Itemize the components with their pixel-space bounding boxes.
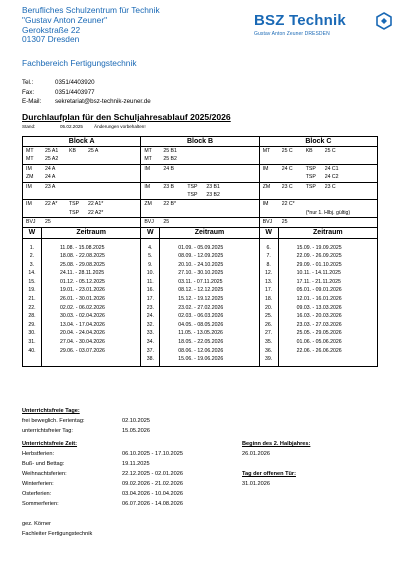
class-name: 25 [281, 219, 288, 226]
class-name: 25 A2 [45, 156, 59, 163]
class-group-cell [259, 182, 377, 200]
course-code: IM [26, 201, 32, 208]
course-code: BVJ [26, 219, 36, 226]
logo-subtitle: Gustav Anton Zeuner DRESDEN [254, 31, 330, 37]
week-number: 16. [146, 287, 154, 294]
period-range: 25.05. - 29.05.2026 [296, 330, 342, 337]
class-group-cell [141, 200, 259, 218]
week-number: 33. [146, 330, 154, 337]
class-name: 23 B [163, 183, 175, 190]
period-list [278, 238, 377, 366]
class-group-cell [141, 147, 259, 165]
course-code: IM [144, 183, 151, 190]
schedule-table [22, 136, 378, 367]
signature-role: Fachleiter Fertigungstechnik [22, 531, 93, 537]
class-group-cell [23, 164, 141, 182]
contact-block [22, 78, 151, 107]
holiday-date: 19.11.2025 [122, 461, 150, 467]
course-code: MT [144, 156, 152, 163]
class-name: 23 C [281, 183, 293, 190]
class-group-cell [23, 147, 141, 165]
class-name: 25 [163, 219, 170, 226]
week-number: 25. [265, 313, 273, 320]
bvj-cell [259, 218, 377, 227]
halbjahr-date: 26.01.2026 [242, 451, 270, 457]
period-range: 15.12. - 19.12.2025 [178, 296, 224, 303]
week-number: 11. [146, 278, 154, 285]
period-range: 29.09. - 01.10.2025 [296, 261, 342, 268]
period-range: 13.04. - 17.04.2026 [59, 321, 105, 328]
holiday-date: 09.02.2026 - 21.02.2026 [122, 481, 183, 487]
free-day-date: 15.05.2026 [122, 428, 150, 434]
period-range: 10.11. - 14.11.2025 [296, 270, 341, 277]
class-name: 24 C2 [324, 174, 339, 181]
logo-text: BSZ Technik [254, 12, 346, 29]
week-number: 32. [146, 321, 154, 328]
course-code: IM [144, 165, 151, 172]
class-group-cell [141, 164, 259, 182]
contact-email: E-Mail: sekretariat@bsz-technik-zeuner.de [22, 98, 151, 106]
period-range: 25.08. - 29.08.2025 [59, 261, 105, 268]
class-name: 22 A* [45, 201, 58, 208]
class-group-cell [259, 200, 377, 218]
week-number: 17. [265, 287, 273, 294]
class-name: 24 A [45, 165, 56, 172]
course-code: TSP [187, 191, 198, 198]
course-code: IM [262, 201, 269, 208]
period-list [160, 238, 259, 366]
week-number: 28. [28, 313, 36, 320]
course-code: TSP [305, 183, 316, 190]
week-number: 9. [148, 261, 153, 268]
class-name: 24 B [163, 165, 175, 172]
week-number: 12. [265, 270, 273, 277]
free-day-date: 02.10.2025 [122, 418, 150, 424]
course-code: TSP [187, 183, 198, 190]
course-code: MT [144, 148, 152, 154]
week-number: 31. [28, 339, 36, 346]
week-number: 39. [265, 356, 273, 363]
free-day-label: unterrichtsfreier Tag: [22, 428, 73, 434]
period-list [41, 238, 140, 366]
week-number: 40. [28, 347, 36, 354]
class-name: 22 B* [163, 201, 177, 208]
block-b-heading: Block B [141, 137, 259, 147]
signature-name: gez. Körner [22, 521, 51, 527]
period-range: 26.01. - 30.01.2026 [59, 296, 105, 303]
free-day-label: frei beweglich. Ferientag: [22, 418, 85, 424]
week-number: 13. [265, 278, 273, 285]
period-range: 19.01. - 23.01.2026 [59, 287, 105, 294]
week-number-list [23, 238, 42, 366]
class-name: 23 B1 [206, 183, 220, 190]
holiday-label: Herbstferien: [22, 451, 55, 457]
period-range: 23.03. - 27.03.2026 [296, 321, 342, 328]
class-name: 23 C [324, 183, 336, 190]
period-range: 27.04. - 30.04.2026 [59, 339, 105, 346]
class-group-cell [141, 182, 259, 200]
course-code: KB [69, 148, 76, 154]
period-range: 02.02. - 06.02.2026 [59, 304, 105, 311]
week-number: 19. [28, 287, 36, 294]
week-number: 3. [29, 261, 35, 268]
school-line: Berufliches Schulzentrum für Technik [22, 5, 160, 15]
week-number: 22. [28, 304, 36, 311]
period-range: 20.04. - 24.04.2026 [59, 330, 105, 337]
period-range: 24.11. - 28.11.2025 [59, 270, 105, 277]
class-name: 22 A1* [88, 201, 104, 208]
course-code: IM [26, 183, 32, 190]
period-column-header: Zeitraum [41, 227, 140, 238]
bvj-cell [141, 218, 259, 227]
period-range: 18.08. - 22.08.2025 [59, 253, 105, 260]
holiday-label: Winterferien: [22, 481, 54, 487]
week-column-header: W [259, 227, 278, 238]
week-number: 26. [265, 321, 273, 328]
page-title: Durchlaufplan für den Schuljahresablauf 2025/2026 [22, 112, 231, 122]
bsz-logo [242, 10, 392, 42]
class-name: 22 A2* [88, 209, 104, 216]
halbjahr-heading: Beginn des 2. Halbjahres: [242, 441, 311, 447]
holiday-label: Osterferien: [22, 491, 52, 497]
period-range: 15.06. - 19.06.2026 [178, 356, 224, 363]
period-range: 04.05. - 08.05.2026 [178, 321, 224, 328]
class-name: 25 C [324, 148, 336, 154]
period-range: 01.06. - 05.06.2026 [296, 339, 342, 346]
week-number-list [141, 238, 160, 366]
class-name: 25 A1 [45, 148, 59, 154]
class-name: 25 C [281, 148, 293, 154]
week-number: 7. [266, 253, 271, 260]
week-column-header: W [23, 227, 42, 238]
course-code: ZM [262, 183, 271, 190]
school-line: Gerokstraße 22 [22, 24, 81, 35]
period-range: 08.06. - 12.06.2026 [178, 347, 224, 354]
class-name: 25 B2 [163, 156, 177, 163]
period-range: 18.05. - 22.05.2026 [178, 339, 224, 346]
week-number: 37. [146, 347, 154, 354]
school-line: 01307 Dresden [22, 34, 80, 45]
period-range: 01.12. - 05.12.2025 [59, 278, 105, 285]
week-number: 15. [28, 278, 36, 285]
week-number: 5. [148, 253, 153, 260]
contact-phone: Tel.: 0351/4403920 [22, 79, 95, 86]
holiday-date: 22.12.2025 - 02.01.2026 [122, 471, 183, 477]
holiday-label: Weihnachtsferien: [22, 471, 67, 477]
week-number: 29. [28, 321, 36, 328]
period-range: 27.10. - 30.10.2025 [178, 270, 224, 277]
week-number: 8. [266, 261, 271, 268]
course-code: IM [262, 165, 269, 172]
period-range: 11.05. - 13.05.2026 [178, 330, 223, 337]
week-number: 21. [28, 296, 36, 303]
class-name: 23 B2 [206, 191, 220, 198]
week-number: 14. [28, 270, 36, 277]
week-number: 6. [266, 244, 271, 251]
period-range: 20.10. - 24.10.2025 [178, 261, 224, 268]
class-name: 23 A [45, 183, 56, 190]
week-number: 38. [146, 356, 154, 363]
course-code: BVJ [262, 219, 273, 226]
week-number: 24. [146, 313, 154, 320]
course-code: TSP [305, 174, 316, 181]
period-range: 01.09. - 05.09.2025 [178, 244, 224, 251]
class-name: 24 C [281, 165, 293, 172]
unterrichtsfreie-tage-heading: Unterrichtsfreie Tage: [22, 408, 80, 414]
period-range: 03.11. - 07.11.2025 [178, 278, 223, 285]
period-range: 08.09. - 12.09.2025 [178, 253, 224, 260]
course-code: (*nur 1. Hlbj. gültig) [305, 209, 351, 216]
unterrichtsfreie-zeit-heading: Unterrichtsfreie Zeit: [22, 441, 78, 447]
holiday-date: 03.04.2026 - 10.04.2026 [122, 491, 183, 497]
week-number: 10. [146, 270, 154, 277]
period-range: 09.03. - 13.03.2026 [296, 304, 342, 311]
period-column-header: Zeitraum [160, 227, 259, 238]
class-name: 24 A [45, 174, 56, 181]
week-number: 23. [146, 304, 154, 311]
class-name: 25 B1 [163, 148, 177, 154]
class-name: 22 C* [281, 201, 295, 208]
course-code: TSP [69, 209, 80, 216]
week-number: 27. [265, 330, 273, 337]
period-range: 16.03. - 20.03.2026 [296, 313, 342, 320]
stand-line: Stand: 05.02.2025 Änderungen vorbehalten! [22, 124, 146, 129]
week-number: 35. [265, 339, 273, 346]
contact-fax: Fax: 0351/4403977 [22, 88, 95, 96]
course-code: TSP [69, 201, 80, 208]
course-code: BVJ [144, 219, 154, 226]
course-code: MT [262, 148, 271, 154]
department-name: Fachbereich Fertigungstechnik [22, 58, 137, 68]
course-code: ZM [26, 174, 34, 181]
week-number: 36. [265, 347, 273, 354]
course-code: ZM [144, 201, 152, 208]
period-range: 22.06. - 26.06.2026 [296, 347, 342, 354]
bvj-cell [23, 218, 141, 227]
week-number: 18. [265, 296, 273, 303]
school-line: "Gustav Anton Zeuner" [22, 14, 108, 25]
period-range: 08.12. - 12.12.2025 [178, 287, 224, 294]
block-c-heading: Block C [259, 137, 377, 147]
week-number: 1. [29, 244, 35, 251]
week-number: 20. [265, 304, 273, 311]
class-name: 25 A [88, 148, 99, 154]
period-range: 30.03. - 02.04.2026 [59, 313, 105, 320]
block-a-heading: Block A [23, 137, 141, 147]
period-range: 23.02. - 27.02.2026 [178, 304, 224, 311]
class-group-cell [259, 164, 377, 182]
course-code: KB [305, 148, 313, 154]
period-range: 12.01. - 16.01.2026 [296, 296, 342, 303]
week-number: 34. [146, 339, 154, 346]
logo-mark-icon [376, 12, 392, 30]
week-column-header: W [141, 227, 160, 238]
holiday-date: 06.07.2026 - 14.08.2026 [122, 501, 183, 507]
period-column-header: Zeitraum [278, 227, 377, 238]
week-number: 2. [29, 253, 35, 260]
offene-tuer-heading: Tag der offenen Tür: [242, 471, 296, 477]
offene-tuer-date: 31.01.2026 [242, 481, 270, 487]
week-number: 30. [28, 330, 36, 337]
week-number-list [259, 238, 278, 366]
course-code: MT [26, 156, 34, 163]
class-group-cell [23, 182, 141, 200]
period-range: 17.11. - 21.11.2025 [296, 278, 341, 285]
class-group-cell [259, 147, 377, 165]
class-group-cell [23, 200, 141, 218]
holiday-label: Sommerferien: [22, 501, 59, 507]
period-range: 02.03. - 06.03.2026 [178, 313, 224, 320]
class-name: 24 C1 [324, 165, 339, 172]
class-name: 25 [45, 219, 51, 226]
period-range: 15.09. - 19.09.2025 [296, 244, 342, 251]
period-range: 22.09. - 26.09.2025 [296, 253, 342, 260]
holiday-label: Buß- und Bettag: [22, 461, 65, 467]
course-code: IM [26, 165, 32, 172]
week-number: 17. [146, 296, 154, 303]
letterhead [22, 6, 392, 66]
period-range: 29.06. - 03.07.2026 [59, 347, 105, 354]
course-code: MT [26, 148, 34, 154]
period-range: 05.01. - 09.01.2026 [296, 287, 342, 294]
course-code: TSP [305, 165, 316, 172]
week-number: 4. [148, 244, 153, 251]
holiday-date: 06.10.2025 - 17.10.2025 [122, 451, 183, 457]
period-range: 11.08. - 15.08.2025 [59, 244, 105, 251]
